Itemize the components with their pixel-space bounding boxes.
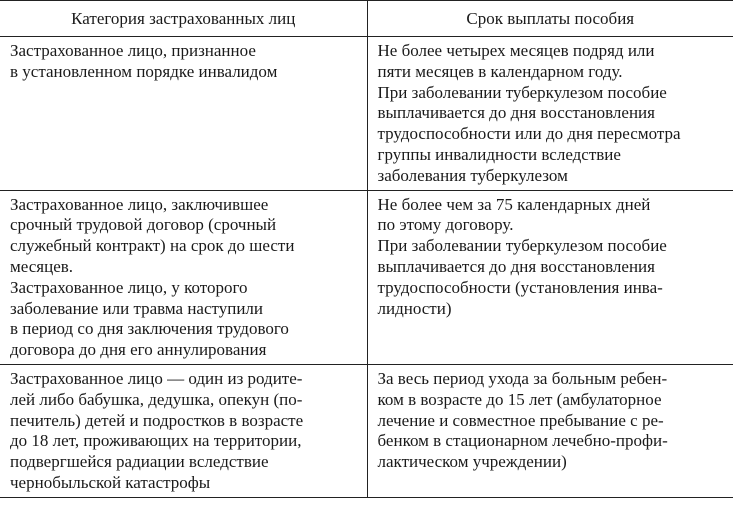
table-row xyxy=(0,364,733,497)
category-line: месяцев. xyxy=(10,256,74,276)
table-row xyxy=(0,190,733,364)
header-category: Категория застрахованных лиц xyxy=(0,1,367,37)
term-line: трудоспособности или до дня пересмотра xyxy=(377,124,681,144)
term-cell xyxy=(367,37,733,191)
term-line: заболевания туберкулезом xyxy=(377,165,568,185)
category-line: подвергшейся радиации вследствие xyxy=(10,452,269,472)
category-line: Застрахованное лицо, заключившее xyxy=(10,194,269,214)
category-line: лей либо бабушка, дедушка, опекун (по- xyxy=(10,389,303,409)
category-line: Застрахованное лицо — один из родите- xyxy=(10,368,303,388)
term-line: выплачивается до дня восстановления xyxy=(377,256,655,276)
category-line: служебный контракт) на срок до шести xyxy=(10,236,295,256)
term-line: Не более чем за 75 календарных дней xyxy=(377,194,651,214)
category-cell xyxy=(0,190,367,364)
term-line: При заболевании туберкулезом пособие xyxy=(377,82,667,102)
category-line: Застрахованное лицо, у которого xyxy=(10,277,248,297)
term-line: по этому договору. xyxy=(377,215,514,235)
category-line: Застрахованное лицо, признанное xyxy=(10,41,256,60)
term-cell xyxy=(367,364,733,497)
category-cell xyxy=(0,37,367,191)
category-line: в период со дня заключения трудового xyxy=(10,319,289,339)
term-line: лечение и совместное пребывание с ре- xyxy=(377,410,664,430)
term-line: лактическом учреждении) xyxy=(377,452,567,472)
term-line: бенком в стационарном лечебно-профи- xyxy=(377,431,668,451)
category-line: заболевание или травма наступили xyxy=(10,298,264,318)
term-line: За весь период ухода за больным ребен- xyxy=(377,368,668,388)
term-line: пяти месяцев в календарном году. xyxy=(377,61,623,81)
table-row xyxy=(0,37,733,191)
term-line: лидности) xyxy=(377,298,452,318)
term-cell xyxy=(367,190,733,364)
term-line: ком в возрасте до 15 лет (амбулаторное xyxy=(377,389,662,409)
category-line: чернобыльской катастрофы xyxy=(10,472,211,492)
term-line: При заболевании туберкулезом пособие xyxy=(377,236,667,256)
category-line: договора до дня его аннулирования xyxy=(10,340,267,360)
table-header-row xyxy=(0,1,733,37)
header-term: Срок выплаты пособия xyxy=(367,1,733,37)
term-line: выплачивается до дня восстановления xyxy=(377,103,655,123)
category-line: в установленном порядке инвалидом xyxy=(10,61,278,81)
term-line: группы инвалидности вследствие xyxy=(377,144,621,164)
category-line: печитель) детей и подростков в возрасте xyxy=(10,410,304,430)
category-cell xyxy=(0,364,367,497)
term-line: трудоспособности (установления инва- xyxy=(377,277,663,297)
category-line: до 18 лет, проживающих на территории, xyxy=(10,431,302,451)
category-line: срочный трудовой договор (срочный xyxy=(10,215,277,235)
term-line: Не более четырех месяцев подряд или xyxy=(377,41,655,60)
